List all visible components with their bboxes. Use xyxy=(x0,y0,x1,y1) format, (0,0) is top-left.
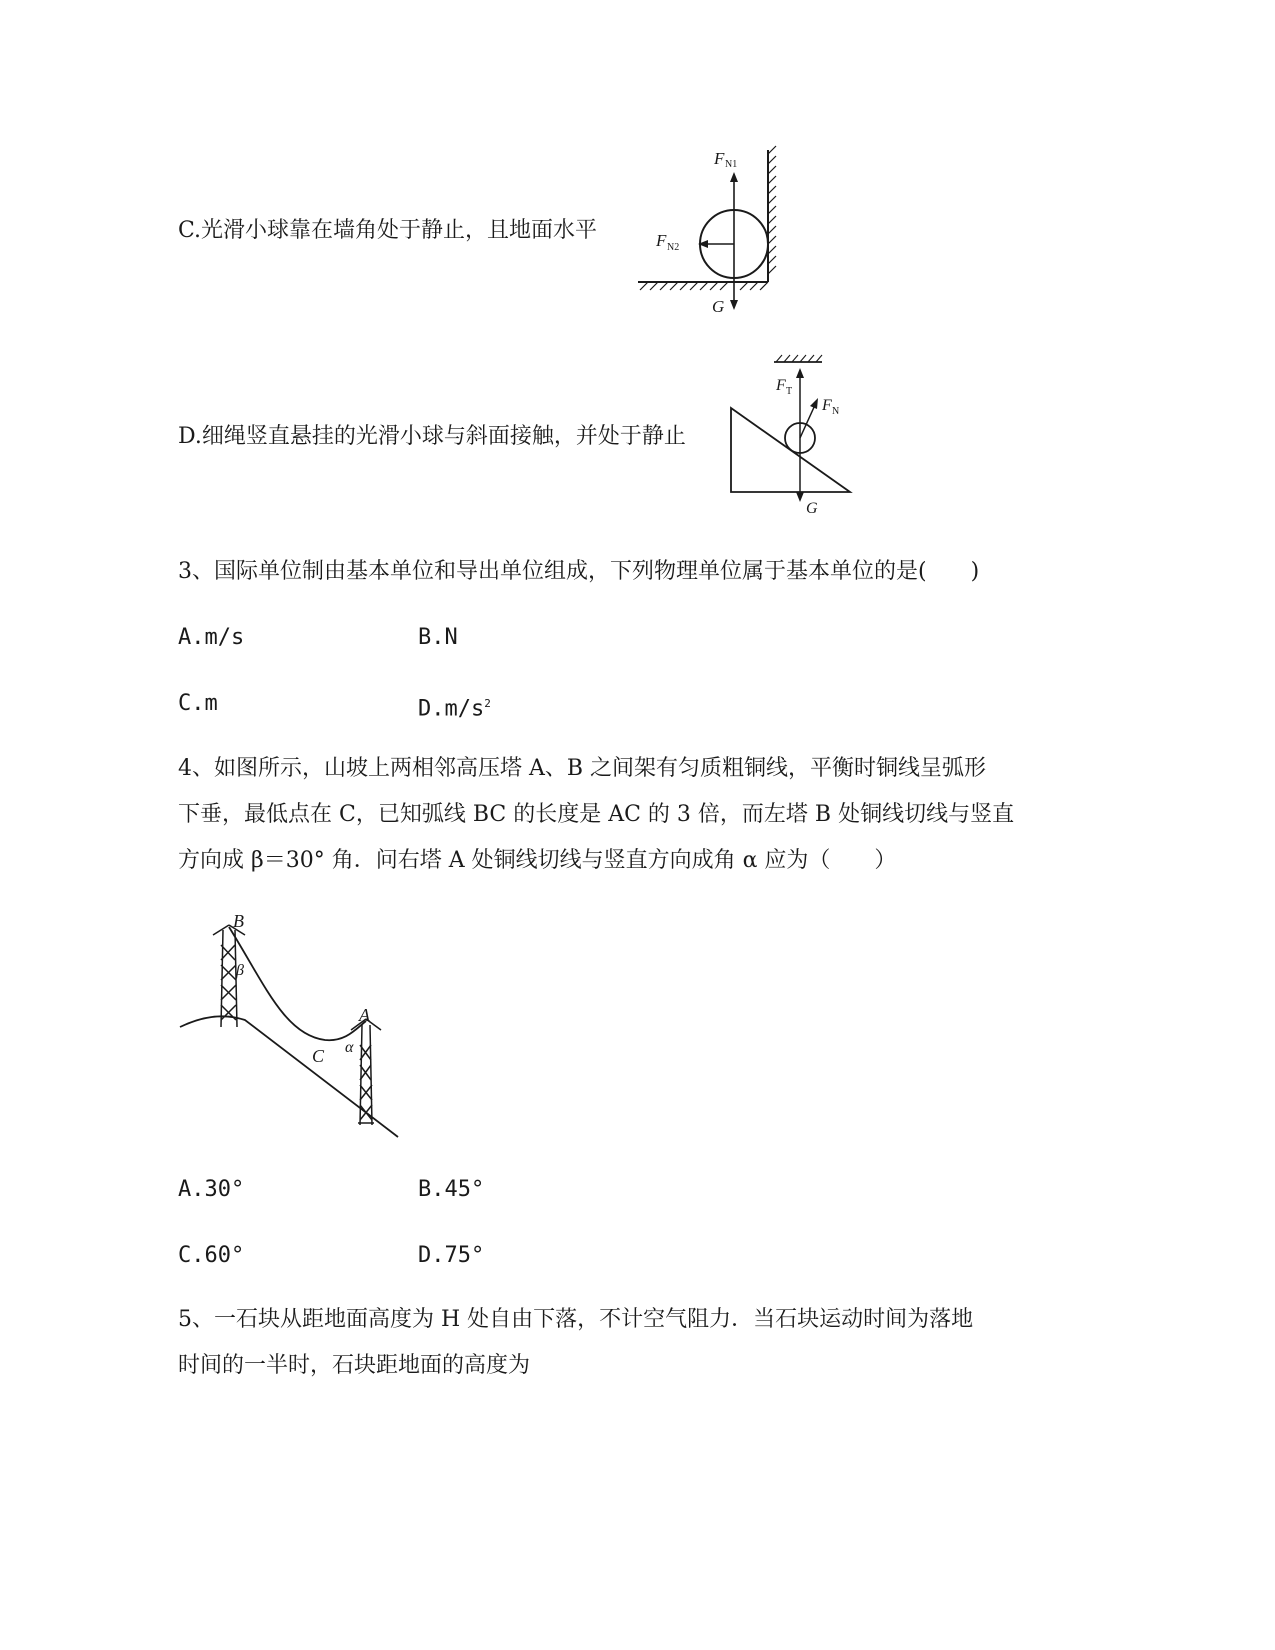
gravity-label: G xyxy=(712,297,725,316)
fn1-label: F xyxy=(714,149,725,168)
fn2-label: F xyxy=(656,231,667,250)
alpha-label: α xyxy=(345,1039,354,1056)
beta-label: β xyxy=(236,962,244,979)
q4-option-b: B.45° xyxy=(418,1177,485,1202)
q3-option-d xyxy=(418,690,491,723)
q4-stem-line-1: 4、如图所示，山坡上两相邻高压塔 A、B 之间架有匀质粗铜线，平衡时铜线呈弧形 xyxy=(178,756,987,781)
ft-label: F xyxy=(776,377,786,394)
wall-corner-ball-diagram xyxy=(630,140,790,320)
q5-stem-line-1: 5、一石块从距地面高度为 H 处自由下落，不计空气阻力．当石块运动时间为落地 xyxy=(178,1307,974,1332)
lowest-point-c-label: C xyxy=(312,1046,325,1066)
q4-option-d: D.75° xyxy=(418,1243,485,1268)
tower-b-label: B xyxy=(233,911,244,931)
ft-subscript: T xyxy=(786,386,793,397)
q4-stem-line-3: 方向成 β＝30° 角．问右塔 A 处铜线切线与竖直方向成角 α 应为（ ） xyxy=(178,848,897,873)
fn-subscript: N xyxy=(832,406,840,417)
tower-a-label: A xyxy=(359,1005,370,1025)
fn-label: F xyxy=(822,397,832,414)
q3-option-d-exponent: 2 xyxy=(484,697,491,710)
q5-stem-line-2: 时间的一半时，石块距地面的高度为 xyxy=(178,1353,531,1378)
power-tower-hill-diagram xyxy=(175,905,405,1140)
q3-option-a: A.m/s xyxy=(178,625,245,650)
q4-option-c: C.60° xyxy=(178,1243,245,1268)
q2-option-d: D.细绳竖直悬挂的光滑小球与斜面接触，并处于静止 xyxy=(178,424,686,449)
fn1-subscript: N1 xyxy=(725,159,738,170)
q4-stem-line-2: 下垂，最低点在 C，已知弧线 BC 的长度是 AC 的 3 倍，而左塔 B 处铜线切线与竖直 xyxy=(178,802,1015,827)
fn2-subscript: N2 xyxy=(667,242,680,253)
q3-option-d-text: D.m/s xyxy=(418,696,485,722)
q3-option-b: B.N xyxy=(418,625,458,650)
hanging-ball-incline-diagram xyxy=(722,350,862,520)
q3-option-c: C.m xyxy=(178,691,218,716)
gravity-label: G xyxy=(806,500,818,517)
q4-option-a: A.30° xyxy=(178,1177,245,1202)
q3-stem: 3、国际单位制由基本单位和导出单位组成，下列物理单位属于基本单位的是( ) xyxy=(178,559,980,584)
q2-option-c: C.光滑小球靠在墙角处于静止，且地面水平 xyxy=(178,218,598,243)
